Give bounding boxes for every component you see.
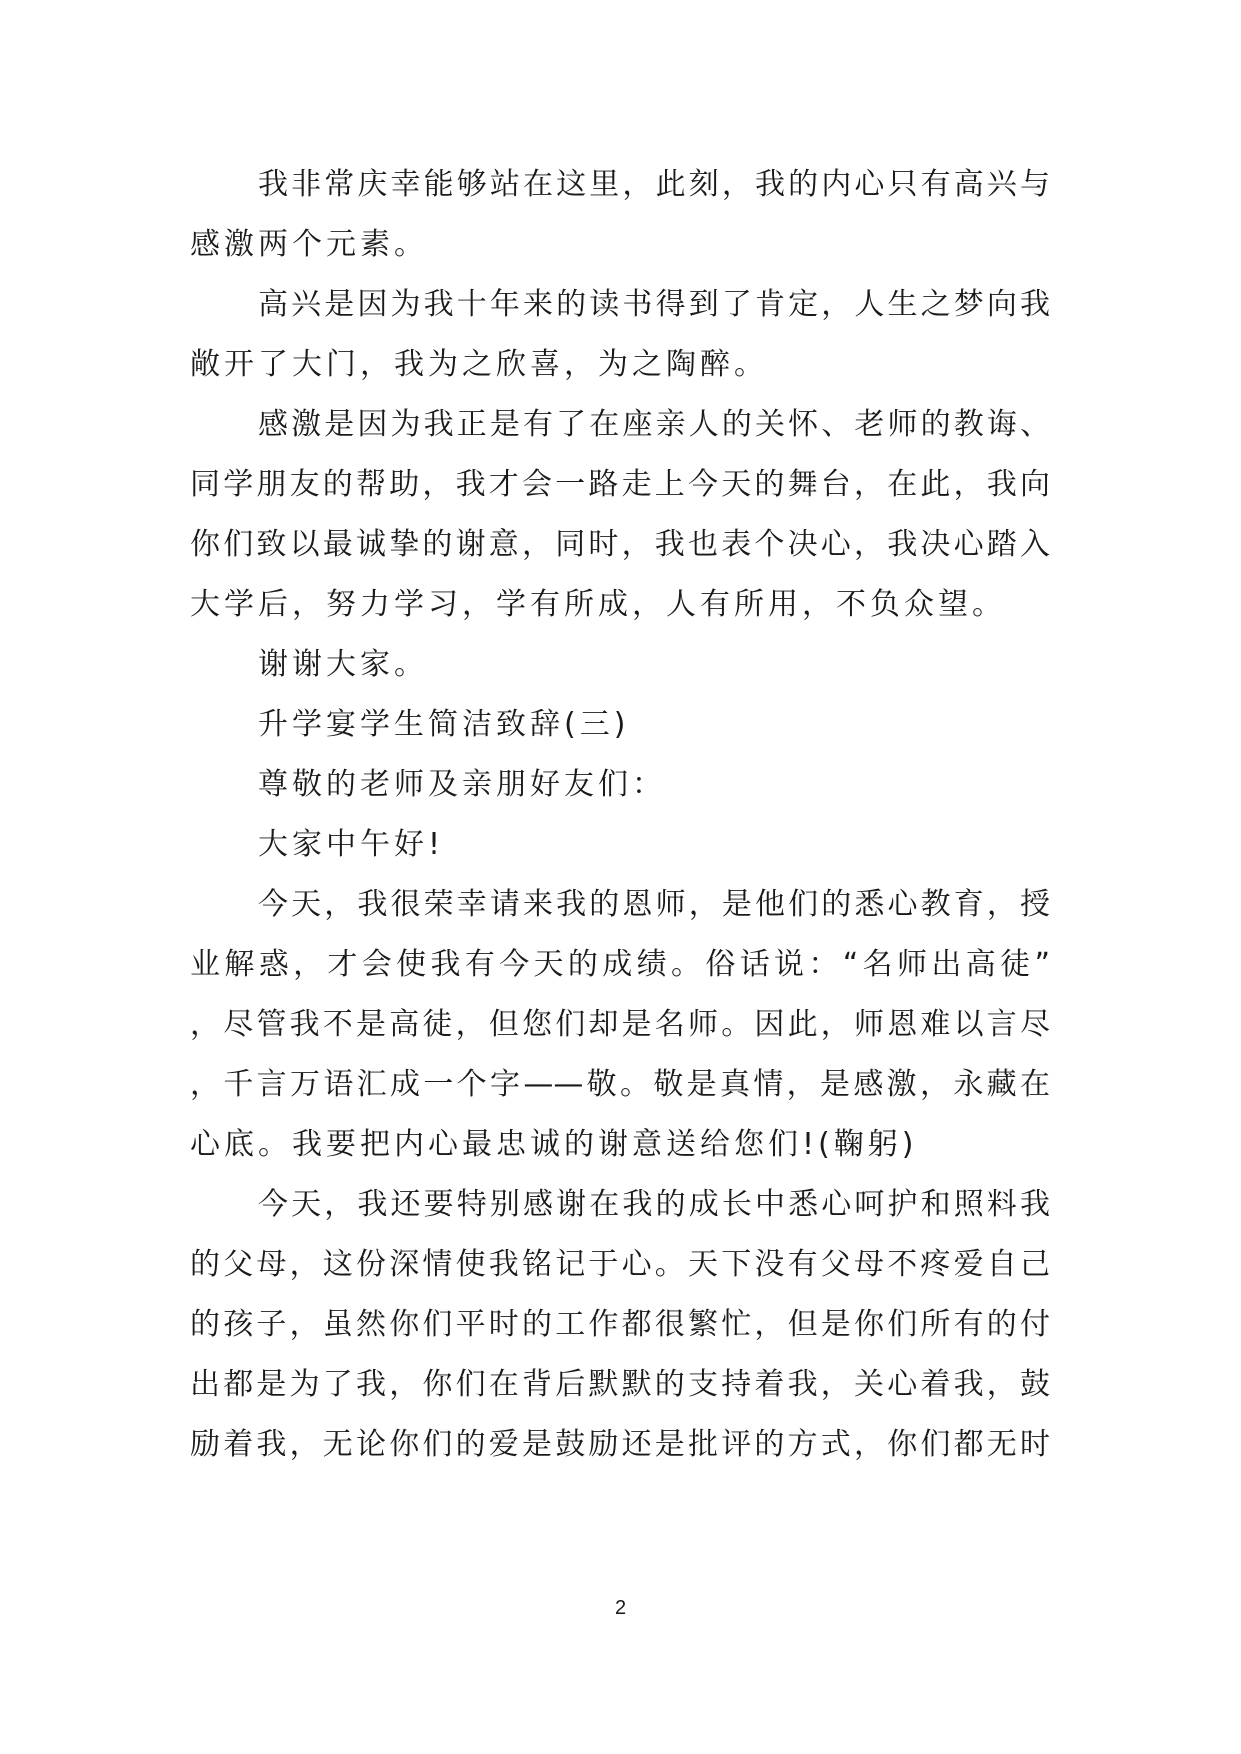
text-line: 心底。我要把内心最忠诚的谢意送给您们!(鞠躬) bbox=[190, 1127, 918, 1162]
text-line: 的父母，这份深情使我铭记于心。天下没有父母不疼爱自己 bbox=[190, 1247, 1050, 1282]
text-line: 我非常庆幸能够站在这里，此刻，我的内心只有高兴与 bbox=[258, 167, 1050, 202]
text-line: 同学朋友的帮助，我才会一路走上今天的舞台，在此，我向 bbox=[190, 467, 1050, 502]
text-line: 你们致以最诚挚的谢意，同时，我也表个决心，我决心踏入 bbox=[190, 527, 1050, 562]
text-line: 出都是为了我，你们在背后默默的支持着我，关心着我，鼓 bbox=[190, 1367, 1050, 1402]
page-number: 2 bbox=[614, 1597, 627, 1619]
text-line: 高兴是因为我十年来的读书得到了肯定，人生之梦向我 bbox=[258, 287, 1050, 322]
text-line: 的孩子，虽然你们平时的工作都很繁忙，但是你们所有的付 bbox=[190, 1307, 1050, 1342]
text-line: 今天，我还要特别感谢在我的成长中悉心呵护和照料我 bbox=[258, 1187, 1050, 1222]
text-line: 谢谢大家。 bbox=[258, 647, 428, 682]
text-line: 业解惑，才会使我有今天的成绩。俗话说：“名师出高徒” bbox=[190, 947, 1050, 982]
text-line: 大学后，努力学习，学有所成，人有所用，不负众望。 bbox=[190, 587, 1006, 622]
text-line: 今天，我很荣幸请来我的恩师，是他们的悉心教育，授 bbox=[258, 887, 1050, 922]
section-heading: 升学宴学生简洁致辞(三) bbox=[258, 707, 630, 742]
text-line: ，千言万语汇成一个字——敬。敬是真情，是感激，永藏在 bbox=[190, 1067, 1050, 1102]
text-line: 敞开了大门，我为之欣喜，为之陶醉。 bbox=[190, 347, 768, 382]
salutation: 尊敬的老师及亲朋好友们： bbox=[258, 767, 666, 802]
text-line: 励着我，无论你们的爱是鼓励还是批评的方式，你们都无时 bbox=[190, 1427, 1050, 1462]
text-line: 感激两个元素。 bbox=[190, 227, 428, 262]
greeting: 大家中午好! bbox=[258, 827, 445, 862]
text-line: ，尽管我不是高徒，但您们却是名师。因此，师恩难以言尽 bbox=[190, 1007, 1050, 1042]
text-line: 感激是因为我正是有了在座亲人的关怀、老师的教诲、 bbox=[258, 407, 1050, 442]
